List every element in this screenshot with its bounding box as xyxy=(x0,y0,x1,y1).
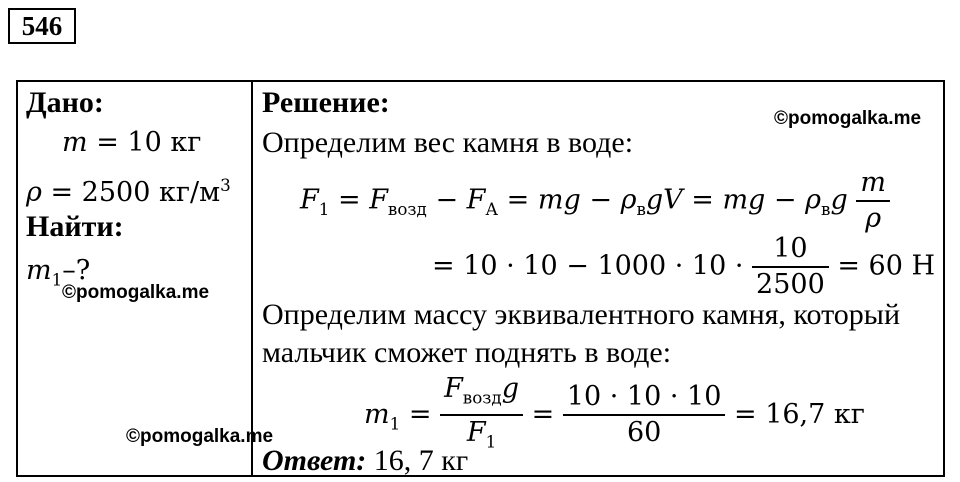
mass-formula: $m_1$ = $\frac{F_{возд}g}{F_1}$ = $\frac{10 \cdot 10 \cdot 10}{60}$ = 16,7 кг xyxy=(364,372,865,459)
solution-text-weight: Определим вес камня в воде: xyxy=(262,126,634,159)
given-density: ρ = 2500 $кг/м^3$ xyxy=(26,175,231,208)
watermark: ©pomogalka.me xyxy=(62,282,210,303)
watermark: ©pomogalka.me xyxy=(126,426,274,447)
solution-heading: Решение: xyxy=(262,86,390,119)
watermark: ©pomogalka.me xyxy=(774,108,922,129)
problem-number: 546 xyxy=(8,8,76,44)
column-divider xyxy=(251,82,253,475)
find-heading: Найти: xyxy=(26,210,124,243)
answer: Ответ: 16, 7 кг xyxy=(262,444,469,477)
given-mass: m = 10 кг xyxy=(62,127,202,158)
weight-calculation: = 10 · 10 − 1000 · 10 · $\frac{10}{2500}$ = 60 Н xyxy=(432,233,936,300)
solution-table xyxy=(16,80,945,477)
solution-text-mass: Определим массу эквивалентного камня, который xyxy=(262,298,900,331)
weight-formula: $F_1 = F_{возд} - F_А$ = mg − $\rho_вgV$ = mg − $\rho_вg$ $\frac{m}{\rho}$ xyxy=(300,166,890,236)
given-heading: Дано: xyxy=(26,86,104,119)
find-value: $m_1-$? xyxy=(26,255,91,290)
solution-text-mass-cont: мальчик сможет поднять в воде: xyxy=(262,336,672,369)
